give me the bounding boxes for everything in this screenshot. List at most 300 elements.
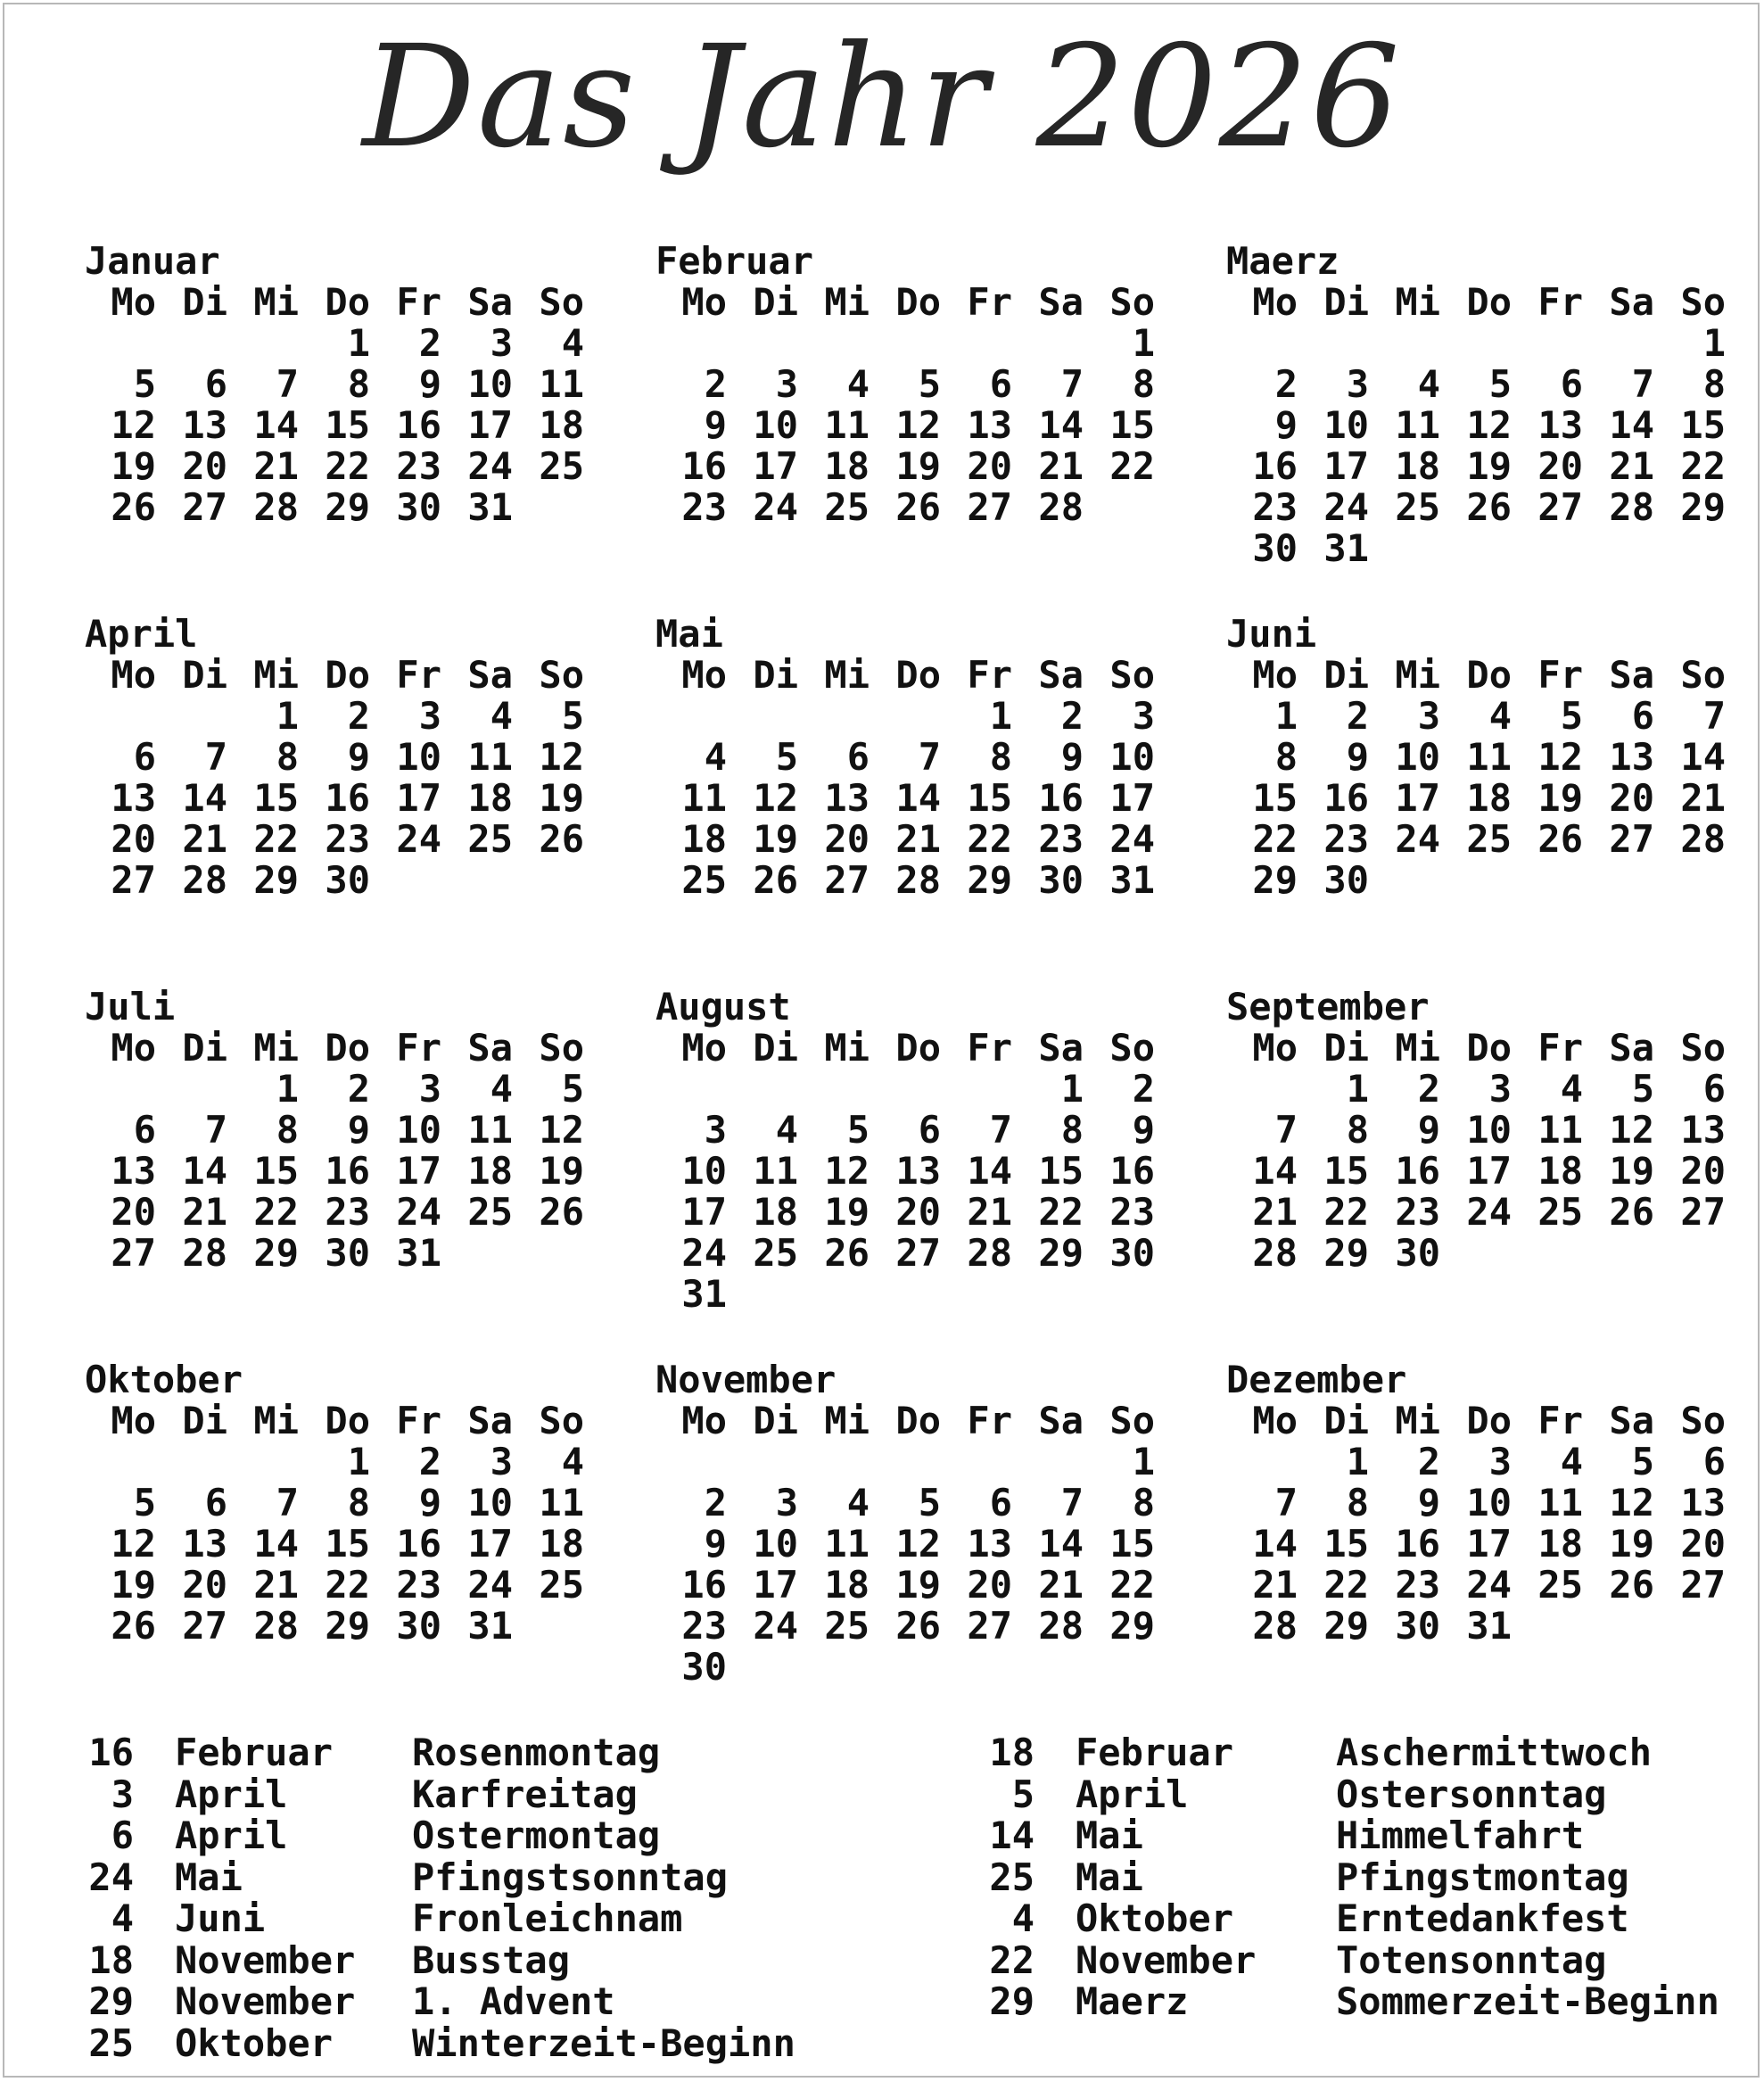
week-row xyxy=(85,1110,584,1151)
week-row xyxy=(655,1192,1155,1233)
holiday-row xyxy=(981,1732,1757,1774)
day-cell: 19 xyxy=(824,1190,870,1234)
day-cell: 7 xyxy=(1631,362,1654,406)
month-block xyxy=(1226,614,1726,901)
day-cell: 22 xyxy=(325,1563,370,1607)
day-cell: 17 xyxy=(1466,1522,1512,1566)
day-cell: 16 xyxy=(396,1522,441,1566)
day-cell: 13 xyxy=(1680,1481,1726,1524)
day-cell: 18 xyxy=(824,1563,870,1607)
empty-cell xyxy=(870,1442,941,1483)
day-cell: 21 xyxy=(1038,444,1084,488)
day-cell: 30 xyxy=(396,485,441,529)
week-row xyxy=(655,778,1155,819)
day-cell: 10 xyxy=(1466,1108,1512,1152)
day-cell: 30 xyxy=(1109,1231,1155,1275)
day-cell: 31 xyxy=(467,1604,513,1648)
weekday-header: Mi xyxy=(253,1399,299,1442)
week-row xyxy=(85,696,584,737)
day-cell: 4 xyxy=(704,735,727,779)
day-cell: 17 xyxy=(396,1149,441,1193)
week-row xyxy=(1226,1565,1726,1606)
day-cell: 8 xyxy=(989,735,1012,779)
day-cell: 7 xyxy=(1702,694,1726,738)
empty-cell xyxy=(1512,323,1583,364)
day-cell: 26 xyxy=(539,1190,584,1234)
day-cell: 29 xyxy=(967,858,1012,902)
holiday-month: November xyxy=(1076,1937,1257,1982)
day-cell: 1 xyxy=(1132,321,1155,365)
month-block xyxy=(85,241,584,528)
day-cell: 4 xyxy=(561,1440,584,1483)
week-row xyxy=(1226,696,1726,737)
weekday-header: Di xyxy=(182,653,227,697)
month-name: August xyxy=(655,985,791,1029)
day-cell: 13 xyxy=(182,1522,227,1566)
month-name: Mai xyxy=(655,612,723,656)
week-row xyxy=(655,323,1155,364)
holiday-day: 25 xyxy=(989,1855,1034,1899)
day-cell: 5 xyxy=(133,362,156,406)
day-cell: 6 xyxy=(1631,694,1654,738)
day-cell: 26 xyxy=(895,1604,941,1648)
day-cell: 16 xyxy=(1395,1522,1440,1566)
week-row xyxy=(85,1233,584,1274)
day-cell: 19 xyxy=(895,1563,941,1607)
holiday-row xyxy=(80,1732,883,1774)
day-cell: 9 xyxy=(1417,1108,1440,1152)
month-name: Oktober xyxy=(85,1358,243,1401)
weekday-header: Fr xyxy=(396,653,441,697)
holiday-row xyxy=(80,2020,883,2065)
day-cell: 31 xyxy=(467,485,513,529)
holiday-row xyxy=(80,1937,883,1982)
day-cell: 11 xyxy=(1395,403,1440,447)
day-cell: 6 xyxy=(1560,362,1583,406)
week-row xyxy=(1226,1110,1726,1151)
day-cell: 1 xyxy=(989,694,1012,738)
weekday-header: Fr xyxy=(1537,1026,1583,1070)
weekday-header-row xyxy=(1226,282,1726,323)
day-cell: 11 xyxy=(1537,1481,1583,1524)
day-cell: 17 xyxy=(1323,444,1369,488)
day-cell: 2 xyxy=(1346,694,1369,738)
day-cell: 27 xyxy=(182,485,227,529)
weekday-header: So xyxy=(1680,1399,1726,1442)
day-cell: 8 xyxy=(276,735,299,779)
day-cell: 15 xyxy=(1323,1522,1369,1566)
weekday-header: Mi xyxy=(824,1399,870,1442)
day-cell: 13 xyxy=(967,403,1012,447)
day-cell: 6 xyxy=(204,1481,227,1524)
day-cell: 5 xyxy=(1560,694,1583,738)
weekday-header: Mo xyxy=(1252,280,1298,324)
day-cell: 18 xyxy=(681,817,727,861)
day-cell: 6 xyxy=(918,1108,941,1152)
day-cell: 16 xyxy=(325,1149,370,1193)
weekday-header: So xyxy=(1109,1399,1155,1442)
day-cell: 23 xyxy=(1395,1563,1440,1607)
day-cell: 25 xyxy=(467,817,513,861)
weekday-header: So xyxy=(539,280,584,324)
day-cell: 6 xyxy=(133,1108,156,1152)
day-cell: 20 xyxy=(967,1563,1012,1607)
day-cell: 28 xyxy=(967,1231,1012,1275)
month-name: Februar xyxy=(655,239,814,283)
weekday-header: Do xyxy=(1466,1399,1512,1442)
day-cell: 27 xyxy=(967,1604,1012,1648)
day-cell: 23 xyxy=(681,485,727,529)
day-cell: 29 xyxy=(1323,1604,1369,1648)
day-cell: 20 xyxy=(895,1190,941,1234)
day-cell: 7 xyxy=(918,735,941,779)
empty-cell xyxy=(1298,323,1369,364)
day-cell: 10 xyxy=(1466,1481,1512,1524)
week-row xyxy=(1226,1483,1726,1524)
day-cell: 21 xyxy=(182,1190,227,1234)
weekday-header: Do xyxy=(325,280,370,324)
day-cell: 2 xyxy=(418,1440,441,1483)
week-row xyxy=(655,860,1155,901)
month-block xyxy=(1226,987,1726,1274)
day-cell: 25 xyxy=(824,1604,870,1648)
holiday-row xyxy=(981,1981,1757,2023)
day-cell: 18 xyxy=(539,1522,584,1566)
day-cell: 7 xyxy=(204,1108,227,1152)
day-cell: 25 xyxy=(824,485,870,529)
day-cell: 19 xyxy=(753,817,798,861)
day-cell: 5 xyxy=(1631,1440,1654,1483)
weekday-header: Do xyxy=(325,1399,370,1442)
weekday-header: Fr xyxy=(1537,653,1583,697)
holiday-month: Februar xyxy=(1076,1731,1234,1774)
day-cell: 10 xyxy=(467,362,513,406)
weekday-header: Do xyxy=(895,1399,941,1442)
weekday-header: Sa xyxy=(467,1399,513,1442)
empty-cell xyxy=(85,696,156,737)
day-cell: 31 xyxy=(681,1272,727,1316)
day-cell: 20 xyxy=(967,444,1012,488)
day-cell: 23 xyxy=(396,444,441,488)
day-cell: 22 xyxy=(1252,817,1298,861)
day-cell: 27 xyxy=(111,1231,156,1275)
day-cell: 25 xyxy=(753,1231,798,1275)
day-cell: 24 xyxy=(396,817,441,861)
weekday-header: Sa xyxy=(1038,1026,1084,1070)
day-cell: 16 xyxy=(396,403,441,447)
weekday-header: Mo xyxy=(111,1026,156,1070)
day-cell: 18 xyxy=(1537,1522,1583,1566)
weekday-header: Do xyxy=(325,1026,370,1070)
day-cell: 30 xyxy=(1395,1231,1440,1275)
month-block xyxy=(655,241,1155,528)
month-block xyxy=(1226,241,1726,569)
month-name: Januar xyxy=(85,239,220,283)
holiday-month: Juni xyxy=(175,1896,266,1940)
weekday-header: Do xyxy=(1466,280,1512,324)
weekday-header-row xyxy=(1226,1028,1726,1069)
day-cell: 14 xyxy=(253,403,299,447)
day-cell: 29 xyxy=(253,1231,299,1275)
weekday-header: Do xyxy=(325,653,370,697)
holiday-row xyxy=(981,1815,1757,1857)
day-cell: 27 xyxy=(1680,1190,1726,1234)
empty-cell xyxy=(655,696,727,737)
week-row xyxy=(1226,446,1726,487)
holiday-name: Rosenmontag xyxy=(412,1731,661,1774)
day-cell: 9 xyxy=(347,1108,370,1152)
day-cell: 28 xyxy=(182,1231,227,1275)
day-cell: 30 xyxy=(1038,858,1084,902)
month-block xyxy=(655,1359,1155,1688)
day-cell: 10 xyxy=(681,1149,727,1193)
day-cell: 15 xyxy=(1038,1149,1084,1193)
day-cell: 22 xyxy=(253,1190,299,1234)
holiday-name: 1. Advent xyxy=(412,1979,615,2023)
week-row xyxy=(1226,860,1726,901)
holiday-day: 6 xyxy=(111,1813,134,1857)
day-cell: 1 xyxy=(347,1440,370,1483)
day-cell: 27 xyxy=(1609,817,1654,861)
day-cell: 3 xyxy=(1488,1440,1512,1483)
day-cell: 5 xyxy=(561,694,584,738)
day-cell: 10 xyxy=(753,403,798,447)
weekday-header: Sa xyxy=(1038,1399,1084,1442)
weekday-header: Mo xyxy=(111,280,156,324)
month-block xyxy=(655,987,1155,1315)
day-cell: 25 xyxy=(1537,1190,1583,1234)
day-cell: 13 xyxy=(1609,735,1654,779)
day-cell: 25 xyxy=(539,1563,584,1607)
day-cell: 9 xyxy=(704,1522,727,1566)
day-cell: 22 xyxy=(253,817,299,861)
day-cell: 7 xyxy=(1274,1108,1298,1152)
day-cell: 17 xyxy=(396,776,441,820)
day-cell: 27 xyxy=(967,485,1012,529)
day-cell: 24 xyxy=(1109,817,1155,861)
day-cell: 17 xyxy=(1466,1149,1512,1193)
day-cell: 4 xyxy=(1488,694,1512,738)
day-cell: 21 xyxy=(895,817,941,861)
day-cell: 21 xyxy=(1038,1563,1084,1607)
day-cell: 12 xyxy=(111,1522,156,1566)
day-cell: 5 xyxy=(846,1108,870,1152)
day-cell: 6 xyxy=(989,362,1012,406)
day-cell: 13 xyxy=(1537,403,1583,447)
week-row xyxy=(85,737,584,778)
day-cell: 9 xyxy=(1132,1108,1155,1152)
day-cell: 9 xyxy=(418,362,441,406)
day-cell: 7 xyxy=(276,1481,299,1524)
day-cell: 29 xyxy=(1680,485,1726,529)
weekday-header: So xyxy=(1109,1026,1155,1070)
weekday-header: Mi xyxy=(824,1026,870,1070)
day-cell: 31 xyxy=(1109,858,1155,902)
day-cell: 3 xyxy=(490,321,513,365)
week-row xyxy=(85,364,584,405)
holiday-day: 25 xyxy=(88,2020,134,2065)
day-cell: 21 xyxy=(1680,776,1726,820)
day-cell: 12 xyxy=(895,403,941,447)
weekday-header: Mi xyxy=(253,280,299,324)
day-cell: 15 xyxy=(1323,1149,1369,1193)
day-cell: 15 xyxy=(1252,776,1298,820)
holiday-row xyxy=(981,1937,1757,1982)
holiday-name: Totensonntag xyxy=(1336,1937,1607,1982)
weekday-header: Fr xyxy=(396,280,441,324)
empty-cell xyxy=(1226,323,1298,364)
weekday-header: Mi xyxy=(824,280,870,324)
day-cell: 7 xyxy=(1274,1481,1298,1524)
week-row xyxy=(655,696,1155,737)
month-name: Maerz xyxy=(1226,239,1339,283)
day-cell: 17 xyxy=(681,1190,727,1234)
weekday-header: So xyxy=(539,653,584,697)
day-cell: 27 xyxy=(824,858,870,902)
day-cell: 16 xyxy=(1395,1149,1440,1193)
day-cell: 19 xyxy=(111,444,156,488)
day-cell: 26 xyxy=(111,1604,156,1648)
day-cell: 24 xyxy=(1323,485,1369,529)
day-cell: 1 xyxy=(1702,321,1726,365)
day-cell: 27 xyxy=(1680,1563,1726,1607)
day-cell: 17 xyxy=(467,1522,513,1566)
day-cell: 28 xyxy=(1252,1231,1298,1275)
holiday-month: November xyxy=(175,1937,356,1982)
day-cell: 3 xyxy=(1488,1067,1512,1111)
weekday-header-row xyxy=(1226,1400,1726,1442)
day-cell: 4 xyxy=(1417,362,1440,406)
day-cell: 5 xyxy=(133,1481,156,1524)
empty-cell xyxy=(1583,323,1654,364)
day-cell: 29 xyxy=(253,858,299,902)
weekday-header-row xyxy=(655,1400,1155,1442)
holiday-list-left xyxy=(80,1732,883,2064)
weekday-header: Fr xyxy=(967,280,1012,324)
empty-cell xyxy=(1012,1442,1084,1483)
day-cell: 30 xyxy=(1395,1604,1440,1648)
empty-cell xyxy=(85,323,156,364)
weekday-header: Mi xyxy=(824,653,870,697)
day-cell: 21 xyxy=(967,1190,1012,1234)
weekday-header: Di xyxy=(182,1399,227,1442)
day-cell: 23 xyxy=(1395,1190,1440,1234)
day-cell: 3 xyxy=(418,694,441,738)
day-cell: 5 xyxy=(1488,362,1512,406)
day-cell: 21 xyxy=(182,817,227,861)
week-row xyxy=(655,405,1155,446)
day-cell: 10 xyxy=(1109,735,1155,779)
day-cell: 17 xyxy=(753,1563,798,1607)
day-cell: 14 xyxy=(1680,735,1726,779)
weekday-header: Di xyxy=(1323,280,1369,324)
month-block xyxy=(1226,1359,1726,1647)
day-cell: 9 xyxy=(1274,403,1298,447)
day-cell: 29 xyxy=(325,485,370,529)
day-cell: 9 xyxy=(347,735,370,779)
holiday-row xyxy=(981,1898,1757,1940)
weekday-header: Sa xyxy=(1609,1399,1654,1442)
day-cell: 6 xyxy=(989,1481,1012,1524)
weekday-header: Mi xyxy=(1395,1026,1440,1070)
weekday-header: Sa xyxy=(467,1026,513,1070)
weekday-header: Do xyxy=(1466,1026,1512,1070)
day-cell: 30 xyxy=(396,1604,441,1648)
day-cell: 12 xyxy=(1609,1481,1654,1524)
day-cell: 12 xyxy=(1466,403,1512,447)
day-cell: 14 xyxy=(182,776,227,820)
day-cell: 8 xyxy=(1132,362,1155,406)
day-cell: 25 xyxy=(1537,1563,1583,1607)
day-cell: 26 xyxy=(824,1231,870,1275)
week-row xyxy=(1226,1606,1726,1647)
holiday-month: April xyxy=(1076,1772,1189,1816)
day-cell: 16 xyxy=(681,444,727,488)
weekday-header: Mo xyxy=(1252,653,1298,697)
day-cell: 12 xyxy=(1609,1108,1654,1152)
day-cell: 22 xyxy=(1038,1190,1084,1234)
holiday-month: Oktober xyxy=(175,2020,334,2065)
day-cell: 13 xyxy=(182,403,227,447)
day-cell: 30 xyxy=(325,858,370,902)
day-cell: 15 xyxy=(967,776,1012,820)
day-cell: 20 xyxy=(1537,444,1583,488)
holiday-name: Aschermittwoch xyxy=(1336,1731,1653,1774)
day-cell: 8 xyxy=(347,1481,370,1524)
weekday-header: Mi xyxy=(253,1026,299,1070)
holiday-row xyxy=(981,1857,1757,1899)
holiday-month: Mai xyxy=(1076,1813,1143,1857)
holiday-month: November xyxy=(175,1979,356,2023)
day-cell: 15 xyxy=(325,1522,370,1566)
day-cell: 13 xyxy=(111,1149,156,1193)
empty-cell xyxy=(1440,323,1512,364)
week-row xyxy=(1226,819,1726,860)
empty-cell xyxy=(156,696,227,737)
holiday-name: Winterzeit-Beginn xyxy=(412,2020,795,2065)
holiday-row xyxy=(80,1898,883,1940)
weekday-header: Mo xyxy=(111,653,156,697)
day-cell: 7 xyxy=(276,362,299,406)
weekday-header-row xyxy=(85,655,584,696)
day-cell: 26 xyxy=(1466,485,1512,529)
day-cell: 5 xyxy=(918,362,941,406)
day-cell: 4 xyxy=(846,1481,870,1524)
day-cell: 4 xyxy=(775,1108,798,1152)
weekday-header: Mo xyxy=(681,653,727,697)
day-cell: 30 xyxy=(1252,526,1298,570)
weekday-header: Di xyxy=(1323,1399,1369,1442)
weekday-header: Fr xyxy=(396,1026,441,1070)
day-cell: 14 xyxy=(182,1149,227,1193)
day-cell: 21 xyxy=(1252,1563,1298,1607)
day-cell: 9 xyxy=(418,1481,441,1524)
day-cell: 24 xyxy=(467,1563,513,1607)
empty-cell xyxy=(227,1442,299,1483)
holiday-day: 5 xyxy=(1011,1772,1034,1816)
empty-cell xyxy=(798,1442,870,1483)
day-cell: 19 xyxy=(895,444,941,488)
weekday-header: Sa xyxy=(1609,653,1654,697)
day-cell: 3 xyxy=(775,1481,798,1524)
day-cell: 26 xyxy=(1609,1563,1654,1607)
day-cell: 28 xyxy=(253,1604,299,1648)
day-cell: 11 xyxy=(539,362,584,406)
holiday-row xyxy=(80,1981,883,2023)
day-cell: 19 xyxy=(539,776,584,820)
holiday-month: Mai xyxy=(175,1855,243,1899)
weekday-header: So xyxy=(539,1026,584,1070)
